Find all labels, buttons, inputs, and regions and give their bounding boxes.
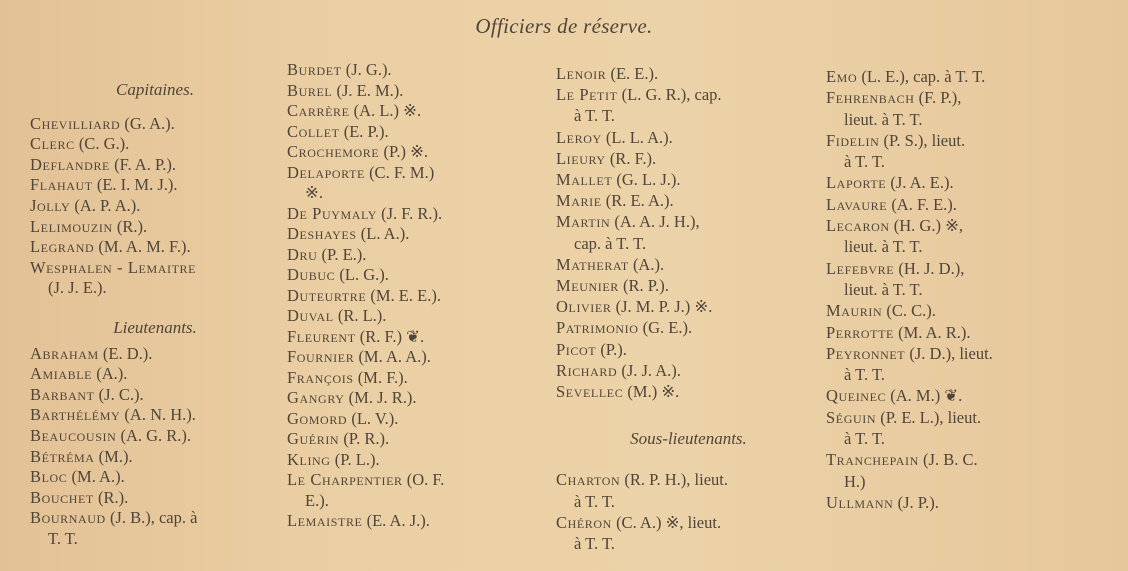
officer-entry: [556, 512, 821, 554]
entry-line: [826, 407, 1096, 428]
entry-line: [30, 175, 280, 196]
entry-line: [30, 217, 280, 238]
officer-surname: Duteurtre: [287, 285, 367, 305]
officer-initials: (R.).: [112, 216, 148, 236]
officer-entry: [30, 467, 280, 488]
entry-line: [287, 327, 552, 348]
officer-initials: (L. L. A.).: [601, 127, 673, 147]
officer-surname: Perrotte: [826, 322, 894, 342]
officer-surname: Lecaron: [826, 216, 890, 236]
officer-entry: [556, 381, 821, 402]
officer-entry: [30, 364, 280, 385]
officer-surname: Lemaistre: [287, 511, 363, 530]
officer-entry: [556, 296, 821, 317]
officer-initials: (E. I. M. J.).: [92, 175, 178, 195]
officer-surname: Beaucousin: [30, 425, 117, 445]
officer-surname: Mallet: [556, 170, 613, 190]
column-1: [30, 70, 280, 549]
officer-surname: Gangry: [287, 388, 345, 407]
officer-surname: Lefebvre: [826, 258, 895, 278]
officer-surname: Lelimouzin: [30, 216, 113, 236]
entry-line: [826, 87, 1096, 108]
entry-line: [30, 385, 280, 406]
officer-initials: (R. F.).: [605, 148, 657, 168]
officer-initials: (J. J. A.).: [617, 360, 681, 380]
entry-line: [287, 470, 552, 491]
officer-surname: Delaporte: [287, 162, 365, 182]
officer-initials: (G. L. J.).: [612, 170, 681, 190]
entry-continuation: lieut. à T. T.: [844, 279, 923, 299]
officer-entry: [30, 175, 280, 196]
entry-line: [826, 300, 1096, 321]
officer-surname: Bloc: [30, 467, 68, 487]
officer-entry: [287, 409, 552, 430]
officer-entry: [556, 211, 821, 253]
officer-entry: [287, 306, 552, 327]
officer-entry: [556, 169, 821, 190]
entry-line: [287, 450, 552, 471]
officer-initials: (J. D.), lieut.: [905, 343, 993, 363]
officer-surname: Dru: [287, 244, 318, 264]
officer-initials: (A. A. J. H.),: [610, 212, 700, 232]
officer-entry: [30, 258, 280, 299]
officer-entry: [287, 245, 552, 266]
column-3: [556, 63, 821, 554]
entry-line: [30, 447, 280, 468]
officer-surname: Matherat: [556, 254, 629, 274]
officer-initials: (P. E.).: [317, 244, 367, 264]
officer-surname: Kling: [287, 449, 331, 469]
officer-entry: [287, 265, 552, 286]
officer-entry: [287, 224, 552, 245]
entry-line: [30, 508, 280, 529]
officer-surname: Fehrenbach: [826, 88, 915, 108]
officer-initials: (H. J. D.),: [894, 258, 965, 278]
officer-initials: (J. P.).: [893, 492, 939, 512]
officer-surname: Collet: [287, 121, 340, 141]
officer-initials: (J. E. M.).: [332, 80, 404, 100]
officer-entry: [556, 63, 821, 84]
entry-line: [826, 258, 1096, 279]
entry-continuation: cap. à T. T.: [574, 233, 647, 253]
officer-entry: [826, 343, 1096, 386]
officer-initials: (L. G. R.), cap.: [617, 85, 722, 105]
officer-entry: [556, 84, 821, 126]
officer-initials: (P. E. L.), lieut.: [876, 407, 982, 427]
officer-surname: Flahaut: [30, 175, 93, 195]
officer-entry: [556, 317, 821, 338]
officer-entry: [30, 344, 280, 365]
officer-initials: (A. P. A.).: [70, 195, 141, 215]
officer-entry: [556, 254, 821, 275]
officer-entry: [826, 130, 1096, 173]
officer-initials: (E. E.).: [606, 64, 659, 83]
entry-line: [556, 317, 821, 338]
officer-initials: (L. E.), cap. à T. T.: [857, 67, 986, 86]
officer-surname: Chéron: [556, 512, 612, 532]
officer-surname: Ullmann: [826, 492, 894, 512]
officer-initials: (J. M. P. J.) ※.: [611, 297, 713, 317]
entry-line: [826, 130, 1096, 151]
officer-initials: (J. C.).: [94, 384, 144, 404]
entry-line: [30, 258, 280, 279]
entry-continuation: à T. T.: [844, 365, 885, 385]
officer-entry: [30, 196, 280, 217]
entry-line: [826, 492, 1096, 513]
entry-continuation: lieut. à T. T.: [844, 109, 923, 129]
officer-entry: [826, 172, 1096, 193]
entry-line: [287, 388, 552, 409]
officer-surname: Barbant: [30, 384, 95, 404]
officer-entry: [30, 155, 280, 176]
officer-entry: [826, 385, 1096, 406]
entry-continuation: ※.: [305, 183, 323, 202]
officer-entry: [287, 388, 552, 409]
officer-surname: Bouchet: [30, 487, 94, 507]
entry-line: [30, 134, 280, 155]
column-4: [826, 66, 1096, 513]
officer-initials: (G. A.).: [120, 113, 175, 133]
entry-line: [826, 343, 1096, 364]
officer-entry: [30, 237, 280, 258]
officer-surname: Lieury: [556, 148, 606, 168]
officer-entry: [30, 217, 280, 238]
entry-line: [287, 429, 552, 450]
officer-initials: (L. A.).: [356, 224, 410, 243]
entry-line: [556, 63, 821, 84]
officer-entry: [826, 300, 1096, 321]
officer-initials: (A. M.) ❦.: [886, 386, 963, 406]
officer-initials: (C. G.).: [74, 134, 130, 154]
officer-entry: [826, 407, 1096, 450]
officer-surname: Clerc: [30, 134, 75, 154]
entry-line: [556, 381, 821, 402]
officer-entry: [30, 114, 280, 135]
entry-line: [30, 344, 280, 365]
officer-surname: Barthélémy: [30, 405, 121, 425]
officer-surname: Picot: [556, 339, 597, 359]
entry-line: [556, 360, 821, 381]
officer-initials: (M. A. A.).: [354, 347, 431, 366]
entry-line: [30, 237, 280, 258]
officer-entry: [30, 134, 280, 155]
entry-line: [556, 296, 821, 317]
officer-initials: (R. F.) ❦.: [355, 326, 425, 346]
officer-initials: (C. C.).: [882, 301, 936, 321]
officer-surname: Fleurent: [287, 326, 356, 346]
officer-surname: Deshayes: [287, 224, 357, 243]
officer-surname: Wesphalen - Lemaitre: [30, 257, 197, 277]
section-heading: Lieutenants.: [113, 317, 197, 337]
entry-line: [287, 81, 552, 102]
entry-line: [30, 488, 280, 509]
entry-line: [556, 339, 821, 360]
officer-initials: (J. F. R.).: [377, 203, 443, 223]
officer-entry: [287, 450, 552, 471]
officer-entry: [287, 327, 552, 348]
entry-line: [826, 322, 1096, 343]
officer-surname: Deflandre: [30, 154, 110, 174]
entry-line: [287, 60, 552, 81]
officer-surname: Meunier: [556, 276, 619, 296]
officer-entry: [30, 426, 280, 447]
officer-initials: (R. E. A.).: [601, 191, 674, 211]
entry-line: [826, 449, 1096, 470]
entry-line: [826, 215, 1096, 236]
officer-initials: (J. B. C.: [918, 450, 978, 470]
officer-initials: (G. E.).: [638, 318, 693, 338]
officer-entry: [287, 368, 552, 389]
entry-continuation: T. T.: [48, 528, 78, 548]
officer-surname: Bétréma: [30, 446, 95, 466]
entry-line: [287, 347, 552, 368]
officer-initials: (P. S.), lieut.: [879, 130, 966, 150]
officer-surname: Fournier: [287, 347, 355, 366]
officer-initials: (R. L.).: [333, 306, 387, 325]
officer-entry: [556, 469, 821, 511]
officer-initials: (M. A. M. F.).: [94, 237, 191, 257]
entry-continuation: à T. T.: [574, 491, 615, 511]
officer-surname: Olivier: [556, 297, 612, 317]
officer-initials: (E. A. J.).: [362, 511, 430, 530]
officer-surname: Maurin: [826, 301, 883, 321]
officer-entry: [287, 347, 552, 368]
officer-initials: (P.) ※.: [379, 142, 429, 161]
officer-entry: [287, 60, 552, 81]
officer-initials: (H. G.) ※,: [889, 216, 964, 236]
officer-entry: [287, 470, 552, 511]
entry-line: [30, 196, 280, 217]
entry-line: [826, 194, 1096, 215]
officer-entry: [30, 447, 280, 468]
officer-initials: (A.).: [92, 364, 128, 384]
section-heading: Sous-lieutenants.: [630, 429, 747, 449]
officer-initials: (M. A. R.).: [893, 322, 971, 342]
officer-initials: (R.).: [93, 487, 129, 507]
entry-line: [287, 142, 552, 163]
entry-line: [30, 405, 280, 426]
officer-surname: Marie: [556, 191, 602, 211]
entry-line: [826, 66, 1096, 87]
officer-initials: (M. F.).: [353, 367, 408, 387]
officer-entry: [30, 488, 280, 509]
officer-surname: Emo: [826, 67, 858, 86]
officer-entry: [287, 204, 552, 225]
officer-surname: Séguin: [826, 407, 877, 427]
officer-entry: [287, 429, 552, 450]
officer-surname: Fidelin: [826, 130, 880, 150]
officer-entry: [556, 275, 821, 296]
officer-initials: (M. J. R.).: [344, 388, 417, 407]
entry-continuation: à T. T.: [574, 534, 615, 554]
entry-line: [30, 426, 280, 447]
officer-entry: [30, 405, 280, 426]
officer-surname: Dubuc: [287, 265, 336, 284]
officer-surname: Carrère: [287, 101, 350, 120]
officer-entry: [287, 163, 552, 204]
officer-initials: (A. G. R.).: [116, 425, 192, 445]
officer-surname: Tranchepain: [826, 450, 919, 470]
entry-line: [287, 101, 552, 122]
officer-initials: (J. G.).: [341, 60, 392, 79]
entry-continuation: (J. J. E.).: [48, 278, 107, 298]
entry-line: [30, 467, 280, 488]
entry-line: [287, 122, 552, 143]
entry-line: [556, 148, 821, 169]
column-2: [287, 60, 552, 532]
officer-initials: (L. V.).: [347, 408, 399, 428]
officer-initials: (F. A. P.).: [109, 154, 177, 174]
entry-line: [287, 306, 552, 327]
officer-initials: (E. D.).: [98, 343, 153, 363]
officer-initials: (P. R.).: [339, 429, 390, 448]
officer-surname: Le Petit: [556, 85, 618, 105]
officer-initials: (P. L.).: [330, 449, 380, 469]
entry-line: [30, 364, 280, 385]
officer-surname: Richard: [556, 360, 618, 380]
entry-line: [556, 169, 821, 190]
officer-initials: (L. G.).: [335, 265, 389, 284]
officer-initials: (R. P.).: [618, 276, 669, 296]
entry-line: [287, 409, 552, 430]
officer-entry: [826, 215, 1096, 258]
officer-surname: Guérin: [287, 429, 340, 448]
officer-initials: (E. P.).: [339, 121, 389, 141]
entry-continuation: à T. T.: [574, 106, 615, 126]
officer-surname: Burel: [287, 80, 333, 100]
officer-entry: [826, 322, 1096, 343]
officer-surname: Chevilliard: [30, 113, 121, 133]
entry-line: [287, 163, 552, 184]
officer-entry: [556, 360, 821, 381]
entry-line: [556, 275, 821, 296]
officer-entry: [287, 511, 552, 532]
entry-line: [826, 172, 1096, 193]
entry-line: [556, 84, 821, 105]
officer-entry: [826, 66, 1096, 87]
officer-initials: (A. F. E.).: [887, 194, 957, 214]
officer-surname: Jolly: [30, 195, 71, 215]
officer-entry: [30, 385, 280, 406]
officer-initials: (M. A.).: [67, 467, 125, 487]
officer-surname: Lenoir: [556, 64, 607, 83]
officer-surname: Gomord: [287, 408, 348, 428]
section-heading: Capitaines.: [116, 80, 194, 99]
entry-line: [556, 127, 821, 148]
officer-initials: (O. F.: [402, 470, 445, 489]
entry-line: [287, 204, 552, 225]
officer-entry: [287, 142, 552, 163]
page-title: Officiers de réserve.: [475, 14, 653, 38]
officer-initials: (M. E. E.).: [366, 285, 441, 305]
officer-surname: Patrimonio: [556, 318, 639, 338]
entry-continuation: à T. T.: [844, 152, 885, 172]
officer-initials: (F. P.),: [914, 88, 962, 108]
officer-surname: Bournaud: [30, 508, 106, 528]
entry-line: [556, 211, 821, 232]
entry-line: [556, 190, 821, 211]
officer-entry: [826, 194, 1096, 215]
entry-line: [556, 254, 821, 275]
entry-continuation: H.): [844, 471, 866, 491]
officer-surname: Leroy: [556, 127, 602, 147]
officer-initials: (P.).: [596, 339, 627, 359]
officer-surname: Crochemore: [287, 142, 380, 161]
officer-surname: Abraham: [30, 343, 99, 363]
officer-entry: [556, 339, 821, 360]
officer-surname: Sevellec: [556, 382, 624, 402]
officer-initials: (A. L.) ※.: [349, 101, 422, 120]
entry-line: [287, 224, 552, 245]
officer-entry: [556, 148, 821, 169]
officer-surname: Peyronnet: [826, 343, 906, 363]
officer-surname: De Puymaly: [287, 203, 378, 223]
entry-continuation: à T. T.: [844, 429, 885, 449]
officer-surname: Burdet: [287, 60, 342, 79]
officer-surname: Duval: [287, 306, 334, 325]
officer-initials: (M.).: [94, 446, 133, 466]
officer-initials: (A. N. H.).: [120, 405, 196, 425]
entry-line: [556, 512, 821, 533]
entry-line: [287, 265, 552, 286]
entry-line: [30, 155, 280, 176]
officer-entry: [556, 127, 821, 148]
officer-initials: (J. B.), cap. à: [105, 508, 198, 528]
entry-line: [287, 511, 552, 532]
officer-entry: [287, 101, 552, 122]
officer-surname: Queinec: [826, 386, 887, 406]
officer-surname: Lavaure: [826, 194, 888, 214]
entry-continuation: lieut. à T. T.: [844, 237, 923, 257]
officer-initials: (M.) ※.: [623, 382, 680, 402]
officer-surname: François: [287, 367, 354, 387]
officer-surname: Laporte: [826, 173, 887, 193]
officer-initials: (C. A.) ※, lieut.: [611, 512, 722, 532]
officer-initials: (A.).: [628, 254, 665, 274]
officer-entry: [287, 122, 552, 143]
officer-entry: [826, 87, 1096, 130]
entry-line: [826, 385, 1096, 406]
officer-entry: [826, 449, 1096, 492]
officer-initials: (C. F. M.): [364, 162, 435, 182]
officer-surname: Martin: [556, 212, 611, 232]
officer-entry: [556, 190, 821, 211]
officer-surname: Charton: [556, 470, 621, 490]
entry-line: [287, 286, 552, 307]
officer-entry: [287, 81, 552, 102]
officer-entry: [30, 508, 280, 549]
officer-initials: (R. P. H.), lieut.: [620, 470, 728, 490]
entry-continuation: E.).: [305, 490, 329, 510]
officer-surname: Legrand: [30, 237, 95, 257]
officer-entry: [826, 258, 1096, 301]
entry-line: [556, 469, 821, 490]
officer-initials: (J. A. E.).: [886, 173, 954, 193]
officer-surname: Le Charpentier: [287, 470, 403, 489]
officer-surname: Amiable: [30, 364, 93, 384]
entry-line: [287, 245, 552, 266]
officer-entry: [287, 286, 552, 307]
entry-line: [287, 368, 552, 389]
officer-entry: [826, 492, 1096, 513]
entry-line: [30, 114, 280, 135]
